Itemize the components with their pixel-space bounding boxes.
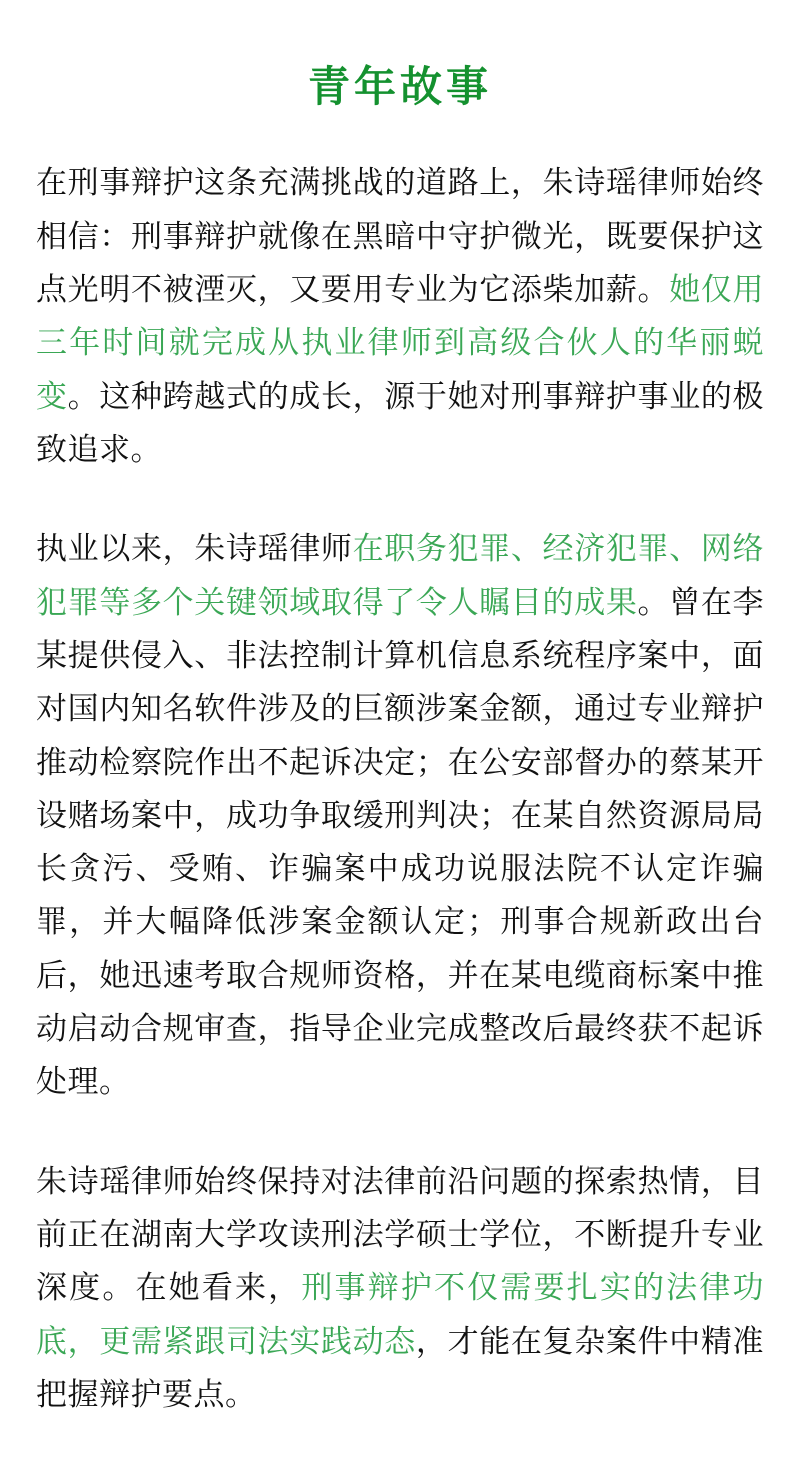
paragraph-1-segment-1: 在刑事辩护这条充满挑战的道路上，朱诗瑶律师始终相信：刑事辩护就像在黑暗中守护微光，既要保护这点光明不被湮灭，又要用专业为它添柴加薪。	[36, 165, 764, 308]
article-paragraph-2	[36, 522, 764, 1108]
paragraph-2-highlight-1: 在职务犯罪、经济犯罪、网络犯罪等多个关键领域取得了令人瞩目的成果	[36, 531, 765, 620]
paragraph-3-segment-2: ，才能在复杂案件中精准把握辩护要点。	[36, 1323, 765, 1412]
page-title: 青年故事	[307, 63, 492, 110]
paragraph-2-segment-1: 执业以来，朱诗瑶律师	[36, 531, 353, 567]
paragraph-3-segment-1: 朱诗瑶律师始终保持对法律前沿问题的探索热情，目前正在湖南大学攻读刑法学硕士学位，不断提升专业深度。在她看来，	[36, 1163, 764, 1306]
paragraph-1-highlight-1: 她仅用三年时间就完成从执业律师到高级合伙人的华丽蜕变	[36, 272, 765, 414]
article-paragraph-1	[36, 156, 764, 476]
article-paragraph-3	[36, 1155, 764, 1422]
paragraph-3-highlight-1: 刑事辩护不仅需要扎实的法律功底，更需紧跟司法实践动态	[36, 1270, 765, 1359]
paragraph-2-segment-2: 。曾在李某提供侵入、非法控制计算机信息系统程序案中，面对国内知名软件涉及的巨额涉案金额，通过专业辩护推动检察院作出不起诉决定；在公安部督办的蔡某开设赌场案中，成功争取缓刑判决；在某自然资源局局长贪污、受贿、诈骗案中成功说服法院不认定诈骗罪，并大幅降低涉案金额认定；刑事合规新政出台后，她迅速考取合规师资格，并在某电缆商标案中推动启动合规审查，指导企业完成整改后最终获不起诉处理。	[36, 584, 765, 1100]
paragraph-1-segment-2: 。这种跨越式的成长，源于她对刑事辩护事业的极致追求。	[36, 378, 765, 467]
